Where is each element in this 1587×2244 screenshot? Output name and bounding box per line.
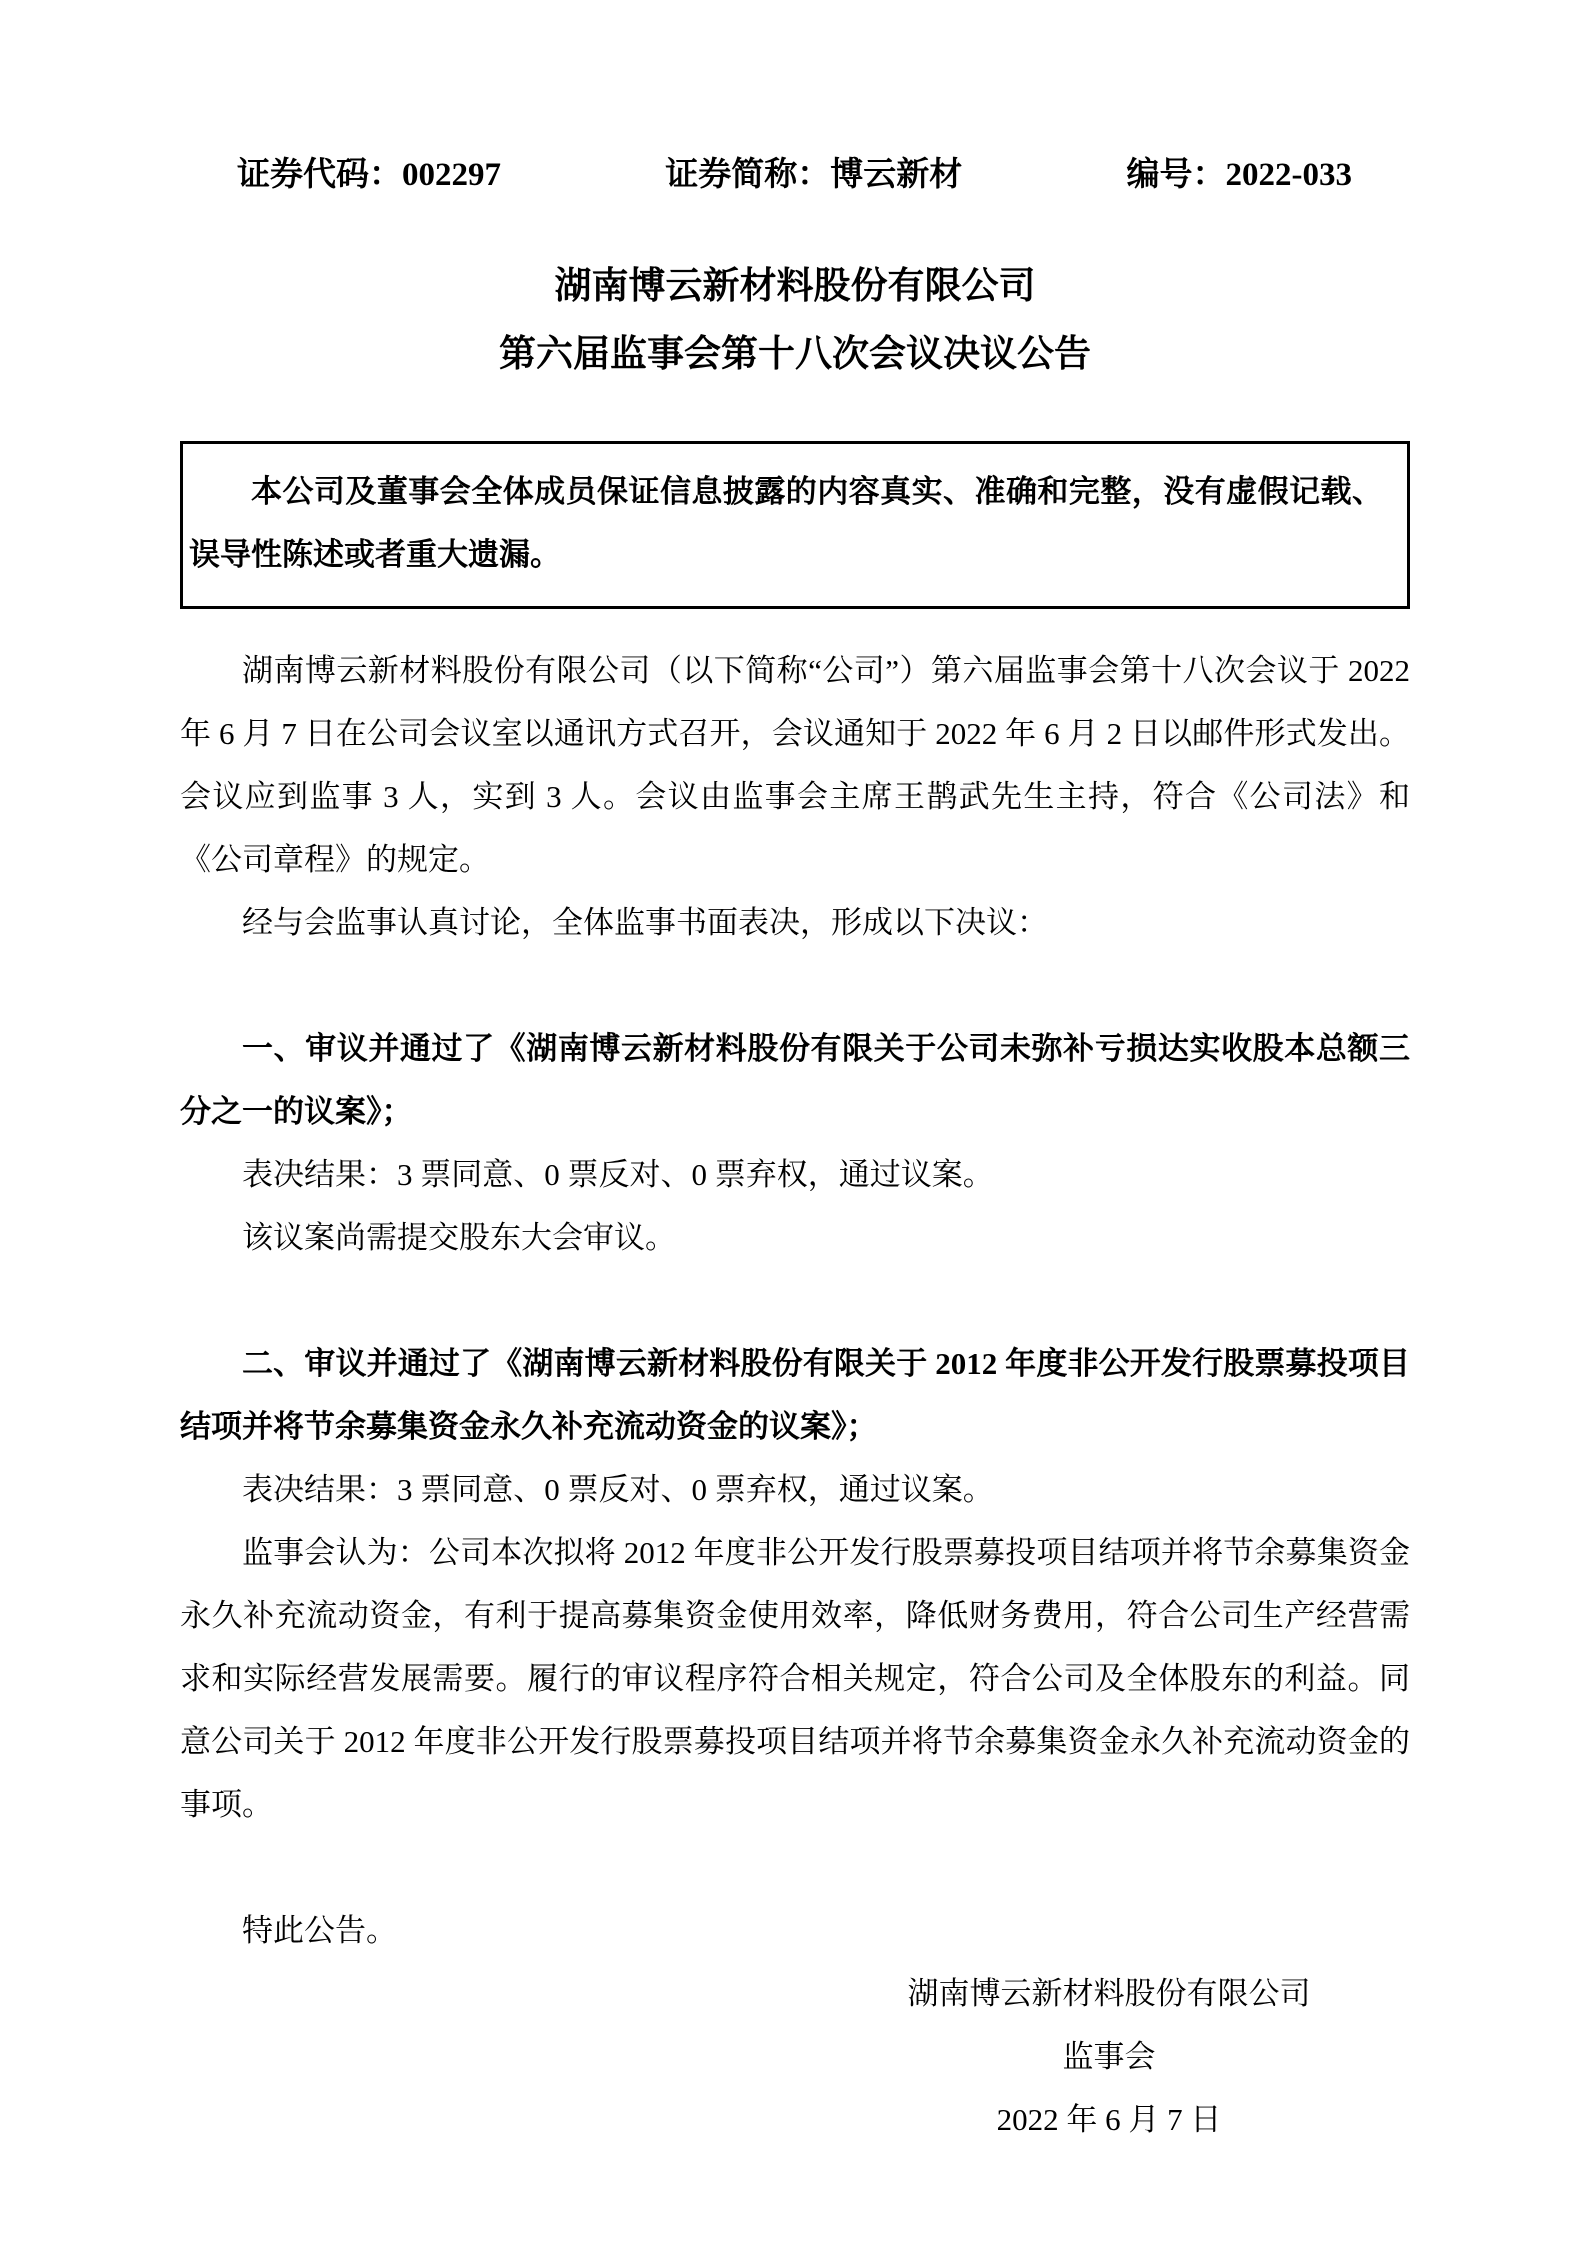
disclaimer-box [180,441,1410,609]
document-header [180,148,1410,195]
document-title [180,253,1410,389]
body-paragraph: 二、审议并通过了《湖南博云新材料股份有限关于 2012 年度非公开发行股票募投项目结项并将节余募集资金永久补充流动资金的议案》； [180,1346,1410,1444]
body-paragraph: 湖南博云新材料股份有限公司（以下简称“公司”）第六届监事会第十八次会议于 2022 年 6 月 7 日在公司会议室以通讯方式召开，会议通知于 2022 年 6 月 2 日以邮件形式发出。会议应到监事 3 人，实到 3 人。会议由监事会主席王鹊武先生主持，符合《公司法》和《公司章程》的规定。 [180,653,1410,877]
body-paragraph: 特此公告。 [242,1913,397,1948]
body-paragraph: 监事会认为：公司本次拟将 2012 年度非公开发行股票募投项目结项并将节余募集资金永久补充流动资金，有利于提高募集资金使用效率，降低财务费用，符合公司生产经营需求和实际经营发展需要。履行的审议程序符合相关规定，符合公司及全体股东的利益。同意公司关于 2012 年度非公开发行股票募投项目结项并将节余募集资金永久补充流动资金的事项。 [180,1535,1410,1822]
signature-board: 监事会 [1062,2039,1156,2074]
signature-company: 湖南博云新材料股份有限公司 [907,1976,1311,2011]
body-paragraph: 经与会监事认真讨论，全体监事书面表决，形成以下决议： [242,905,1048,940]
signature-block [893,1962,1325,2151]
stock-abbreviation: 证券简称：博云新材 [665,157,963,193]
signature-date: 2022 年 6 月 7 日 [996,2102,1222,2137]
company-name-title: 湖南博云新材料股份有限公司 [554,266,1036,307]
announcement-number: 编号：2022-033 [1126,157,1352,193]
stock-code: 证券代码：002297 [237,157,501,193]
body-paragraph: 该议案尚需提交股东大会审议。 [242,1220,676,1255]
body-paragraph: 一、审议并通过了《湖南博云新材料股份有限关于公司未弥补亏损达实收股本总额三分之一的议案》； [180,1031,1410,1129]
disclaimer-text: 本公司及董事会全体成员保证信息披露的内容真实、准确和完整，没有虚假记载、误导性陈述或者重大遗漏。 [189,474,1383,572]
body-paragraph: 表决结果：3 票同意、0 票反对、0 票弃权，通过议案。 [242,1472,994,1507]
body-text [180,639,1410,1962]
body-paragraph: 表决结果：3 票同意、0 票反对、0 票弃权，通过议案。 [242,1157,994,1192]
meeting-resolution-title: 第六届监事会第十八次会议决议公告 [499,334,1091,375]
